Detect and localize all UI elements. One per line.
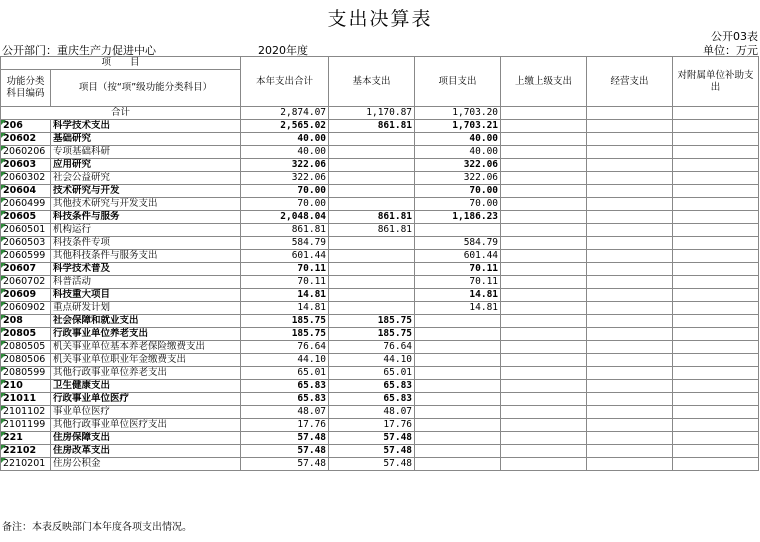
row-project: [415, 380, 501, 393]
row-operating: [587, 198, 673, 211]
row-subsidy: [673, 146, 759, 159]
row-project: [415, 328, 501, 341]
row-total: 65.01: [241, 367, 329, 380]
row-code: 2080599: [1, 367, 51, 380]
row-name: 机关事业单位职业年金缴费支出: [51, 354, 241, 367]
row-subsidy: [673, 198, 759, 211]
row-name: 住房改革支出: [51, 445, 241, 458]
row-basic: 57.48: [329, 432, 415, 445]
row-upper: [501, 289, 587, 302]
row-project: 322.06: [415, 172, 501, 185]
row-code: 2060501: [1, 224, 51, 237]
row-code: 20607: [1, 263, 51, 276]
row-total: 185.75: [241, 315, 329, 328]
row-basic: [329, 289, 415, 302]
row-total: 44.10: [241, 354, 329, 367]
row-operating: [587, 354, 673, 367]
row-operating: [587, 276, 673, 289]
row-basic: 65.01: [329, 367, 415, 380]
row-basic: 185.75: [329, 328, 415, 341]
row-upper: [501, 341, 587, 354]
row-upper: [501, 146, 587, 159]
row-operating: [587, 380, 673, 393]
row-total: 65.83: [241, 393, 329, 406]
row-name: 科学技术普及: [51, 263, 241, 276]
total-label: 合计: [1, 107, 241, 120]
row-name: 其他技术研究与开发支出: [51, 198, 241, 211]
row-operating: [587, 458, 673, 471]
table-row: [1, 172, 759, 185]
row-basic: 48.07: [329, 406, 415, 419]
header-code: 功能分类科目编码: [1, 70, 51, 107]
row-total: 48.07: [241, 406, 329, 419]
row-subsidy: [673, 224, 759, 237]
row-subsidy: [673, 432, 759, 445]
row-subsidy: [673, 367, 759, 380]
row-project: [415, 367, 501, 380]
row-name: 其他行政事业单位养老支出: [51, 367, 241, 380]
expenditure-table: [0, 56, 759, 471]
row-total: 861.81: [241, 224, 329, 237]
row-upper: [501, 237, 587, 250]
row-name: 科学技术支出: [51, 120, 241, 133]
row-subsidy: [673, 341, 759, 354]
row-total: 185.75: [241, 328, 329, 341]
total-upper: [501, 107, 587, 120]
row-upper: [501, 354, 587, 367]
form-number: 公开03表: [711, 30, 758, 43]
row-subsidy: [673, 302, 759, 315]
row-name: 科技条件与服务: [51, 211, 241, 224]
row-name: 应用研究: [51, 159, 241, 172]
row-name: 科技条件专项: [51, 237, 241, 250]
row-code: 20604: [1, 185, 51, 198]
row-basic: [329, 237, 415, 250]
row-name: 重点研发计划: [51, 302, 241, 315]
row-subsidy: [673, 419, 759, 432]
row-project: 70.00: [415, 185, 501, 198]
row-project: [415, 432, 501, 445]
row-total: 70.11: [241, 263, 329, 276]
page-title: 支出决算表: [327, 8, 433, 30]
row-project: 601.44: [415, 250, 501, 263]
row-basic: 17.76: [329, 419, 415, 432]
row-upper: [501, 393, 587, 406]
row-project: 584.79: [415, 237, 501, 250]
row-basic: [329, 198, 415, 211]
row-operating: [587, 237, 673, 250]
row-code: 22102: [1, 445, 51, 458]
row-name: 住房公积金: [51, 458, 241, 471]
row-code: 20603: [1, 159, 51, 172]
row-total: 57.48: [241, 458, 329, 471]
table-row: [1, 302, 759, 315]
footnote: 备注：本表反映部门本年度各项支出情况。: [2, 522, 192, 533]
row-basic: [329, 185, 415, 198]
row-operating: [587, 250, 673, 263]
row-total: 57.48: [241, 432, 329, 445]
row-total: 70.11: [241, 276, 329, 289]
row-code: 2060206: [1, 146, 51, 159]
table-row: [1, 445, 759, 458]
row-basic: 185.75: [329, 315, 415, 328]
row-name: 事业单位医疗: [51, 406, 241, 419]
row-project: [415, 445, 501, 458]
row-code: 2060302: [1, 172, 51, 185]
row-upper: [501, 302, 587, 315]
row-basic: 861.81: [329, 120, 415, 133]
row-upper: [501, 419, 587, 432]
row-basic: 57.48: [329, 445, 415, 458]
table-row: [1, 328, 759, 341]
row-subsidy: [673, 263, 759, 276]
row-code: 206: [1, 120, 51, 133]
row-subsidy: [673, 289, 759, 302]
row-upper: [501, 133, 587, 146]
row-total: 601.44: [241, 250, 329, 263]
row-total: 70.00: [241, 185, 329, 198]
total-row: [1, 107, 759, 120]
row-basic: [329, 276, 415, 289]
row-subsidy: [673, 237, 759, 250]
row-operating: [587, 289, 673, 302]
row-project: 1,186.23: [415, 211, 501, 224]
row-project: [415, 393, 501, 406]
row-name: 基础研究: [51, 133, 241, 146]
row-basic: [329, 159, 415, 172]
row-subsidy: [673, 406, 759, 419]
table-row: [1, 263, 759, 276]
header-project-expense: 项目支出: [415, 57, 501, 107]
total-total: 2,874.07: [241, 107, 329, 120]
row-name: 其他行政事业单位医疗支出: [51, 419, 241, 432]
row-subsidy: [673, 185, 759, 198]
row-total: 14.81: [241, 289, 329, 302]
row-subsidy: [673, 133, 759, 146]
total-subsidy: [673, 107, 759, 120]
row-basic: [329, 302, 415, 315]
row-operating: [587, 315, 673, 328]
row-total: 584.79: [241, 237, 329, 250]
row-subsidy: [673, 211, 759, 224]
row-code: 2101102: [1, 406, 51, 419]
row-project: 14.81: [415, 289, 501, 302]
row-operating: [587, 393, 673, 406]
table-row: [1, 432, 759, 445]
total-operating: [587, 107, 673, 120]
row-code: 2060503: [1, 237, 51, 250]
row-operating: [587, 263, 673, 276]
row-upper: [501, 445, 587, 458]
row-basic: 76.64: [329, 341, 415, 354]
row-basic: [329, 172, 415, 185]
table-row: [1, 250, 759, 263]
row-upper: [501, 211, 587, 224]
row-basic: 44.10: [329, 354, 415, 367]
row-upper: [501, 250, 587, 263]
row-project: [415, 354, 501, 367]
table-row: [1, 133, 759, 146]
row-project: [415, 419, 501, 432]
row-project: [415, 224, 501, 237]
row-total: 17.76: [241, 419, 329, 432]
row-total: 322.06: [241, 159, 329, 172]
row-subsidy: [673, 393, 759, 406]
row-project: 14.81: [415, 302, 501, 315]
table-row: [1, 146, 759, 159]
row-basic: [329, 263, 415, 276]
row-total: 14.81: [241, 302, 329, 315]
row-operating: [587, 432, 673, 445]
row-upper: [501, 159, 587, 172]
table-row: [1, 237, 759, 250]
row-subsidy: [673, 354, 759, 367]
row-basic: 57.48: [329, 458, 415, 471]
row-upper: [501, 315, 587, 328]
row-name: 科技重大项目: [51, 289, 241, 302]
row-operating: [587, 341, 673, 354]
header-project: 项 目: [1, 57, 241, 70]
row-name: 机关事业单位基本养老保险缴费支出: [51, 341, 241, 354]
row-total: 40.00: [241, 133, 329, 146]
header-subsidy: 对附属单位补助支出: [673, 57, 759, 107]
row-operating: [587, 120, 673, 133]
table-row: [1, 224, 759, 237]
row-code: 210: [1, 380, 51, 393]
department-label: 公开部门：重庆生产力促进中心: [2, 44, 156, 57]
year-label: 2020年度: [258, 44, 308, 57]
row-code: 2060599: [1, 250, 51, 263]
row-operating: [587, 185, 673, 198]
row-name: 专项基础科研: [51, 146, 241, 159]
row-upper: [501, 367, 587, 380]
header-total: 本年支出合计: [241, 57, 329, 107]
row-project: 40.00: [415, 146, 501, 159]
row-code: 2210201: [1, 458, 51, 471]
row-code: 20605: [1, 211, 51, 224]
row-code: 21011: [1, 393, 51, 406]
row-subsidy: [673, 120, 759, 133]
row-subsidy: [673, 445, 759, 458]
row-operating: [587, 445, 673, 458]
row-basic: [329, 250, 415, 263]
table-row: [1, 198, 759, 211]
row-operating: [587, 133, 673, 146]
row-upper: [501, 380, 587, 393]
row-subsidy: [673, 172, 759, 185]
table-row: [1, 120, 759, 133]
row-total: 40.00: [241, 146, 329, 159]
row-basic: 65.83: [329, 393, 415, 406]
row-upper: [501, 458, 587, 471]
row-subsidy: [673, 380, 759, 393]
row-name: 社会保障和就业支出: [51, 315, 241, 328]
table-row: [1, 185, 759, 198]
row-subsidy: [673, 159, 759, 172]
row-upper: [501, 224, 587, 237]
row-basic: [329, 146, 415, 159]
row-name: 社会公益研究: [51, 172, 241, 185]
row-project: 40.00: [415, 133, 501, 146]
row-code: 2080506: [1, 354, 51, 367]
row-name: 行政事业单位养老支出: [51, 328, 241, 341]
row-code: 2101199: [1, 419, 51, 432]
row-upper: [501, 185, 587, 198]
row-upper: [501, 172, 587, 185]
row-subsidy: [673, 250, 759, 263]
row-project: 70.00: [415, 198, 501, 211]
row-code: 221: [1, 432, 51, 445]
row-project: [415, 458, 501, 471]
row-operating: [587, 302, 673, 315]
row-project: 1,703.21: [415, 120, 501, 133]
row-project: [415, 315, 501, 328]
table-row: [1, 380, 759, 393]
row-total: 76.64: [241, 341, 329, 354]
row-operating: [587, 328, 673, 341]
row-operating: [587, 406, 673, 419]
row-basic: [329, 133, 415, 146]
table-row: [1, 289, 759, 302]
row-project: [415, 406, 501, 419]
table-row: [1, 159, 759, 172]
row-code: 208: [1, 315, 51, 328]
row-subsidy: [673, 276, 759, 289]
header-upper: 上缴上级支出: [501, 57, 587, 107]
table-row: [1, 419, 759, 432]
row-total: 70.00: [241, 198, 329, 211]
row-subsidy: [673, 315, 759, 328]
table-row: [1, 276, 759, 289]
row-name: 机构运行: [51, 224, 241, 237]
unit-label: 单位：万元: [703, 44, 758, 57]
row-basic: 861.81: [329, 211, 415, 224]
row-name: 技术研究与开发: [51, 185, 241, 198]
row-code: 20609: [1, 289, 51, 302]
table-row: [1, 367, 759, 380]
row-name: 科普活动: [51, 276, 241, 289]
table-row: [1, 406, 759, 419]
row-operating: [587, 172, 673, 185]
row-upper: [501, 328, 587, 341]
row-upper: [501, 432, 587, 445]
table-row: [1, 458, 759, 471]
row-subsidy: [673, 328, 759, 341]
row-operating: [587, 211, 673, 224]
row-upper: [501, 198, 587, 211]
row-operating: [587, 419, 673, 432]
row-basic: 65.83: [329, 380, 415, 393]
table-row: [1, 341, 759, 354]
row-name: 卫生健康支出: [51, 380, 241, 393]
row-code: 20602: [1, 133, 51, 146]
row-upper: [501, 263, 587, 276]
row-total: 2,565.02: [241, 120, 329, 133]
row-upper: [501, 120, 587, 133]
row-project: 322.06: [415, 159, 501, 172]
row-operating: [587, 367, 673, 380]
row-operating: [587, 146, 673, 159]
row-upper: [501, 406, 587, 419]
row-total: 322.06: [241, 172, 329, 185]
row-name: 其他科技条件与服务支出: [51, 250, 241, 263]
row-code: 20805: [1, 328, 51, 341]
row-project: 70.11: [415, 263, 501, 276]
row-code: 2080505: [1, 341, 51, 354]
total-project: 1,703.20: [415, 107, 501, 120]
row-total: 2,048.04: [241, 211, 329, 224]
total-basic: 1,170.87: [329, 107, 415, 120]
row-operating: [587, 159, 673, 172]
header-name: 项目（按“项”级功能分类科目）: [51, 70, 241, 107]
row-code: 2060702: [1, 276, 51, 289]
header-basic: 基本支出: [329, 57, 415, 107]
table-row: [1, 393, 759, 406]
row-upper: [501, 276, 587, 289]
row-total: 65.83: [241, 380, 329, 393]
row-basic: 861.81: [329, 224, 415, 237]
row-operating: [587, 224, 673, 237]
table-row: [1, 354, 759, 367]
table-row: [1, 211, 759, 224]
row-project: [415, 341, 501, 354]
table-row: [1, 315, 759, 328]
header-operating: 经营支出: [587, 57, 673, 107]
row-subsidy: [673, 458, 759, 471]
row-code: 2060902: [1, 302, 51, 315]
row-name: 住房保障支出: [51, 432, 241, 445]
row-total: 57.48: [241, 445, 329, 458]
row-code: 2060499: [1, 198, 51, 211]
row-project: 70.11: [415, 276, 501, 289]
row-name: 行政事业单位医疗: [51, 393, 241, 406]
